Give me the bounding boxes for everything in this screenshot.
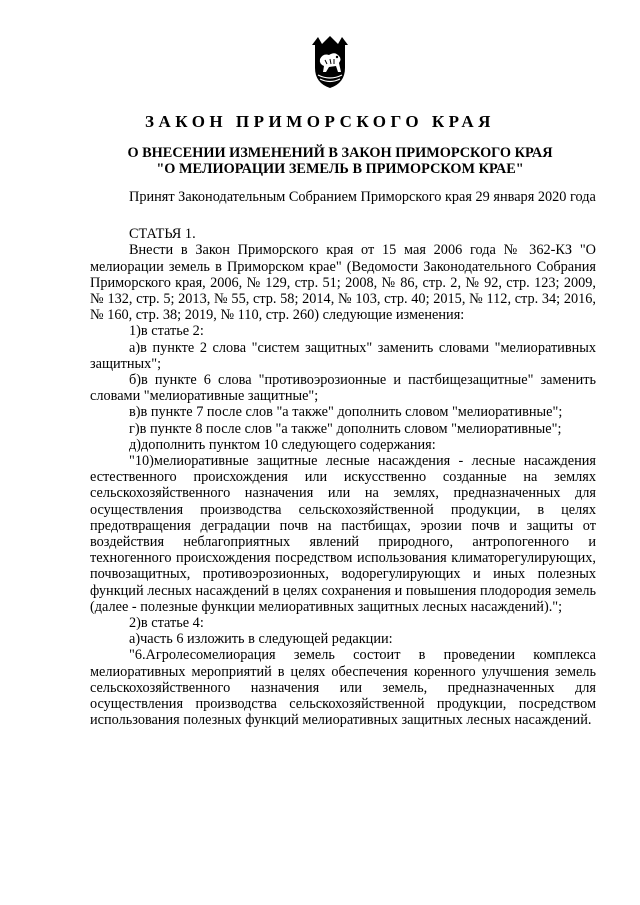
law-subtitle-line-1: О ВНЕСЕНИИ ИЗМЕНЕНИЙ В ЗАКОН ПРИМОРСКОГО КРАЯ	[127, 145, 553, 161]
point-1e: д)дополнить пунктом 10 следующего содержания:	[129, 436, 436, 453]
point-1b: б)в пункте 6 слова "противоэрозионные и пастбищезащитные" заменить словами "мелиоративные защитные";	[90, 372, 596, 405]
point-2a: а)часть 6 изложить в следующей редакции:	[129, 631, 393, 648]
point-1: 1)в статье 2:	[129, 323, 204, 340]
law-body	[90, 189, 596, 729]
law-subtitle-line-2: "О МЕЛИОРАЦИИ ЗЕМЕЛЬ В ПРИМОРСКОМ КРАЕ"	[156, 161, 524, 177]
point-2: 2)в статье 4:	[129, 615, 204, 632]
article-heading: СТАТЬЯ 1.	[129, 226, 196, 243]
intro-paragraph: Внести в Закон Приморского края от 15 мая 2006 года № 362-КЗ "О мелиорации земель в Приморском крае" (Ведомости Законодательного Собрания Приморского края, 2006, № 129, стр. 51; 2008, № 86, стр. 2, № 92, стр. 123; 2009, № 132, стр. 5; 2013, № 55, стр. 58; 2014, № 103, стр. 40; 2015, № 112, стр. 34; 2016, № 160, стр. 38; 2019, № 110, стр. 260) следующие изменения:	[90, 242, 596, 324]
point-1d: г)в пункте 8 после слов "а также" дополнить словом "мелиоративные";	[129, 420, 562, 437]
law-title: ЗАКОН ПРИМОРСКОГО КРАЯ	[145, 112, 495, 131]
point-1c: в)в пункте 7 после слов "а также" дополнить словом "мелиоративные";	[129, 404, 563, 421]
coat-of-arms-emblem	[309, 35, 351, 90]
point-2a-text: "6.Агролесомелиорация земель состоит в проведении комплекса мелиоративных мероприятий в целях обеспечения коренного улучшения земель сельскохозяйственного назначения или земель, предназначенных для осуществления производства сельскохозяйственной продукции, посредством использования полезных функций мелиоративных защитных лесных насаждений.	[90, 647, 596, 729]
point-1e-text: "10)мелиоративные защитные лесные насаждения - лесные насаждения естественного происхождения или искусственно созданные на землях сельскохозяйственного назначения или на землях, предназначенных для осуществления производства сельскохозяйственной продукции, в целях предотвращения деградации почв на пастбищах, эрозии почв и защиты от воздействия неблагоприятных явлений природного, антропогенного и техногенного происхождения посредством использования климаторегулирующих, почвозащитных, противоэрозионных, водорегулирующих и иных полезных функций лесных насаждений в целях сохранения и повышения плодородия земель (далее - полезные функции мелиоративных защитных лесных насаждений).";	[90, 453, 596, 615]
point-1a: а)в пункте 2 слова "систем защитных" заменить словами "мелиоративных защитных";	[90, 339, 596, 372]
adoption-paragraph: Принят Законодательным Собранием Приморского края 29 января 2020 года	[129, 189, 596, 205]
